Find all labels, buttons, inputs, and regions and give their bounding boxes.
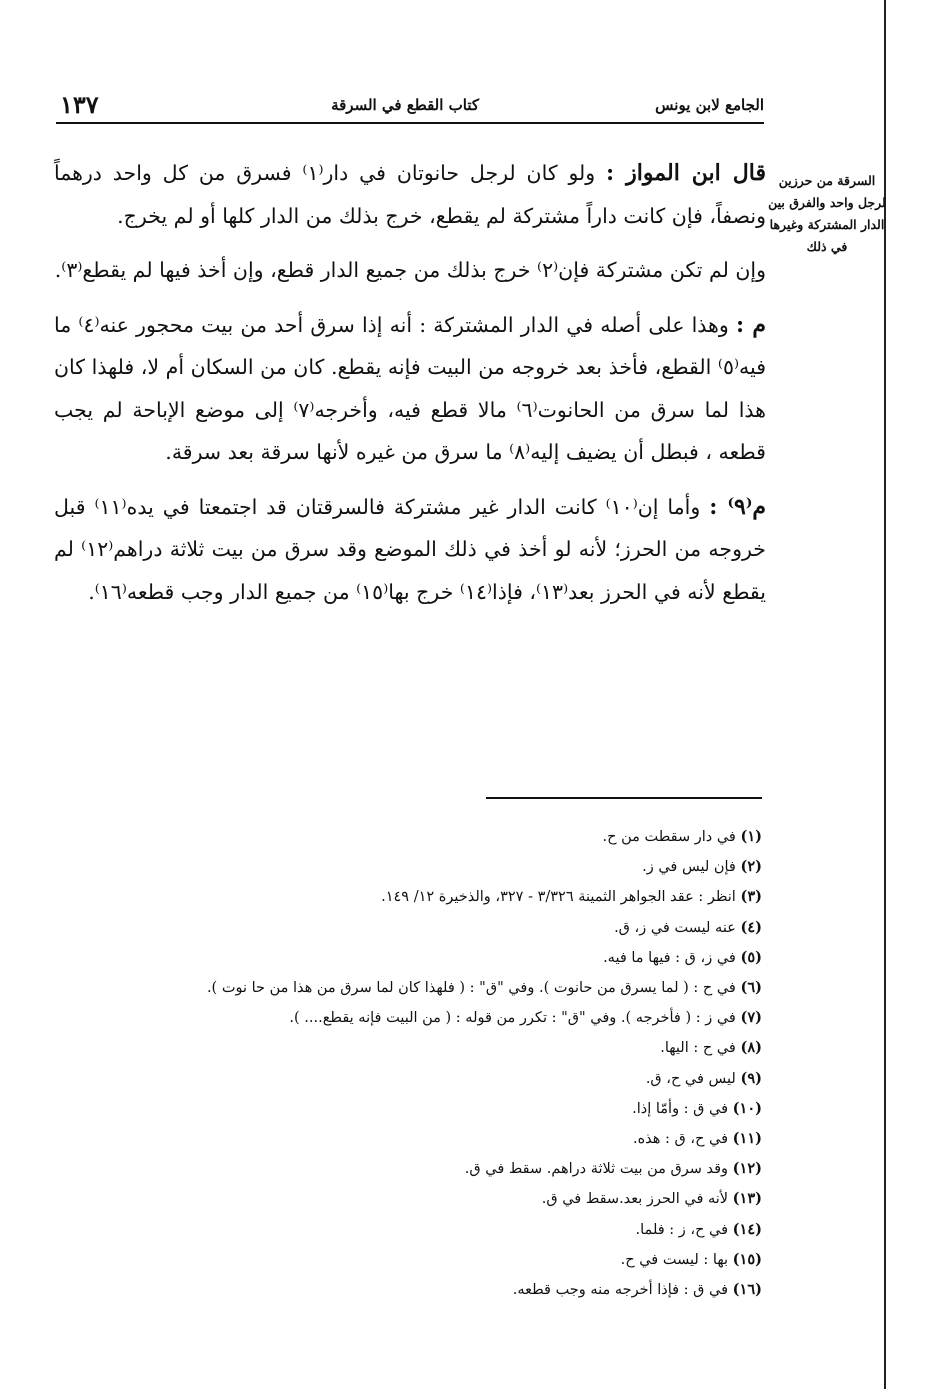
footnote-number: (١٥) xyxy=(732,1250,762,1268)
footnote-text: ليس في ح، ق. xyxy=(645,1070,736,1087)
footnote-text: بها : ليست في ح. xyxy=(620,1251,729,1268)
main-text xyxy=(54,152,766,625)
footnote xyxy=(60,973,762,1003)
paragraph xyxy=(54,304,766,474)
footnote-number: (٦) xyxy=(740,979,762,997)
footnote-text: في ح، ز : فلما. xyxy=(635,1221,729,1238)
footnote-text: وقد سرق من بيت ثلاثة دراهم. سقط في ق. xyxy=(464,1161,729,1178)
header-book-title: الجامع لابن يونس xyxy=(655,96,764,114)
footnote xyxy=(60,1184,762,1214)
footnote-separator xyxy=(486,797,762,799)
footnote-number: (٢) xyxy=(740,858,762,876)
footnote-number: (٩) xyxy=(740,1069,762,1087)
footnote-number: (١٤) xyxy=(732,1220,762,1238)
paragraph xyxy=(54,486,766,614)
footnote-number: (٧) xyxy=(740,1009,762,1027)
paragraph-lead: م⁽٩⁾ : xyxy=(709,493,767,520)
footnote xyxy=(60,943,762,973)
paragraph-text: وأما إن⁽١٠⁾ كانت الدار غير مشتركة فالسرقتان قد اجتمعتا في يده⁽١١⁾ قبل خروجه من الحرز؛ لأنه لو أخذ في ذلك الموضع وقد سرق من بيت ثلاثة دراهم⁽١٢⁾ لم يقطع لأنه في الحرز بعد⁽١٣⁾، فإذا⁽١٤⁾ خرج بها⁽١٥⁾ من جميع الدار وجب قطعه⁽١٦⁾. xyxy=(54,494,766,604)
footnote-number: (٣) xyxy=(740,888,762,906)
paragraph-text: وإن لم تكن مشتركة فإن⁽٢⁾ خرج بذلك من جميع الدار قطع، وإن أخذ فيها لم يقطع⁽٣⁾. xyxy=(54,258,766,282)
footnote-text: في ق : فإذا أخرجه منه وجب قطعه. xyxy=(512,1282,729,1299)
footnote-text: انظر : عقد الجواهر الثمينة ٣/٣٢٦ - ٣٢٧، والذخيرة ١٢/ ١٤٩. xyxy=(381,889,736,906)
footnote xyxy=(60,1094,762,1124)
footnote xyxy=(60,1124,762,1154)
paragraph-lead: قال ابن المواز : xyxy=(606,160,766,186)
page-number: ١٣٧ xyxy=(60,90,99,119)
footnote-text: لأنه في الحرز بعد.سقط في ق. xyxy=(541,1191,729,1208)
footnote xyxy=(60,852,762,882)
footnote-number: (٤) xyxy=(740,918,762,936)
header-section-title: كتاب القطع في السرقة xyxy=(331,96,479,114)
footnote-number: (١٢) xyxy=(732,1160,762,1178)
paragraph-lead: م : xyxy=(735,311,766,338)
footnote-text: في ز، ق : فيها ما فيه. xyxy=(603,949,736,966)
paragraph-text: وهذا على أصله في الدار المشتركة : أنه إذا سرق أحد من بيت محجور عنه⁽٤⁾ ما فيه⁽٥⁾ القطع، فأخذ بعد خروجه من البيت فإنه يقطع. كان من السكان أم لا، فلهذا كان هذا لما سرق من الحانوت⁽٦⁾ مالا قطع فيه، وأخرجه⁽٧⁾ إلى موضع الإباحة لم يجب قطعه ، فبطل أن يضيف إليه⁽٨⁾ ما سرق من غيره لأنها سرقة بعد سرقة. xyxy=(54,312,766,464)
footnote-text: في ز : ( فأخرجه ). وفي "ق" : تكرر من قوله : ( من البيت فإنه يقطع.... ). xyxy=(289,1010,736,1027)
footnote xyxy=(60,913,762,943)
footnote xyxy=(60,1064,762,1094)
margin-note: السرقة من حرزين لرجل واحد والفرق بين الدار المشتركة وغيرها في ذلك xyxy=(768,173,886,254)
footnote-text: عنه ليست في ز، ق. xyxy=(614,919,736,936)
footnote-text: فإن ليس في ز. xyxy=(642,859,736,876)
footnote xyxy=(60,1003,762,1033)
paragraph xyxy=(54,249,766,292)
footnote-text: في ح، ق : هذه. xyxy=(632,1131,729,1148)
footnote-text: في ق : وأمّا إذا. xyxy=(632,1100,729,1117)
paragraph-text: ولو كان لرجل حانوتان في دار⁽١⁾ فسرق من كل واحد درهماً ونصفاً، فإن كانت داراً مشتركة لم يقطع، خرج بذلك من الدار كلها أو لم يخرج. xyxy=(54,161,766,228)
footnote-number: (٥) xyxy=(740,948,762,966)
footnote xyxy=(60,882,762,912)
footnote xyxy=(60,1033,762,1063)
footnote-number: (١٣) xyxy=(732,1190,762,1208)
footnote xyxy=(60,1215,762,1245)
header-rule xyxy=(56,122,764,124)
footnote xyxy=(60,1245,762,1275)
footnote xyxy=(60,1154,762,1184)
running-header xyxy=(56,92,764,122)
footnote xyxy=(60,1275,762,1305)
paragraph xyxy=(54,152,766,237)
footnote-number: (١١) xyxy=(732,1130,762,1148)
footnote-number: (١٠) xyxy=(732,1099,762,1117)
footnotes xyxy=(60,822,762,1305)
footnote xyxy=(60,822,762,852)
footnote-text: في ح : ( لما يسرق من حانوت ). وفي "ق" : ( فلهذا كان لما سرق من هذا من حا نوت ). xyxy=(206,980,736,997)
footnote-text: في دار سقطت من ح. xyxy=(602,829,736,845)
footnote-text: في ح : اليها. xyxy=(660,1040,736,1057)
footnote-number: (١٦) xyxy=(732,1281,762,1299)
footnote-number: (١) xyxy=(740,828,762,845)
footnote-number: (٨) xyxy=(740,1039,762,1057)
